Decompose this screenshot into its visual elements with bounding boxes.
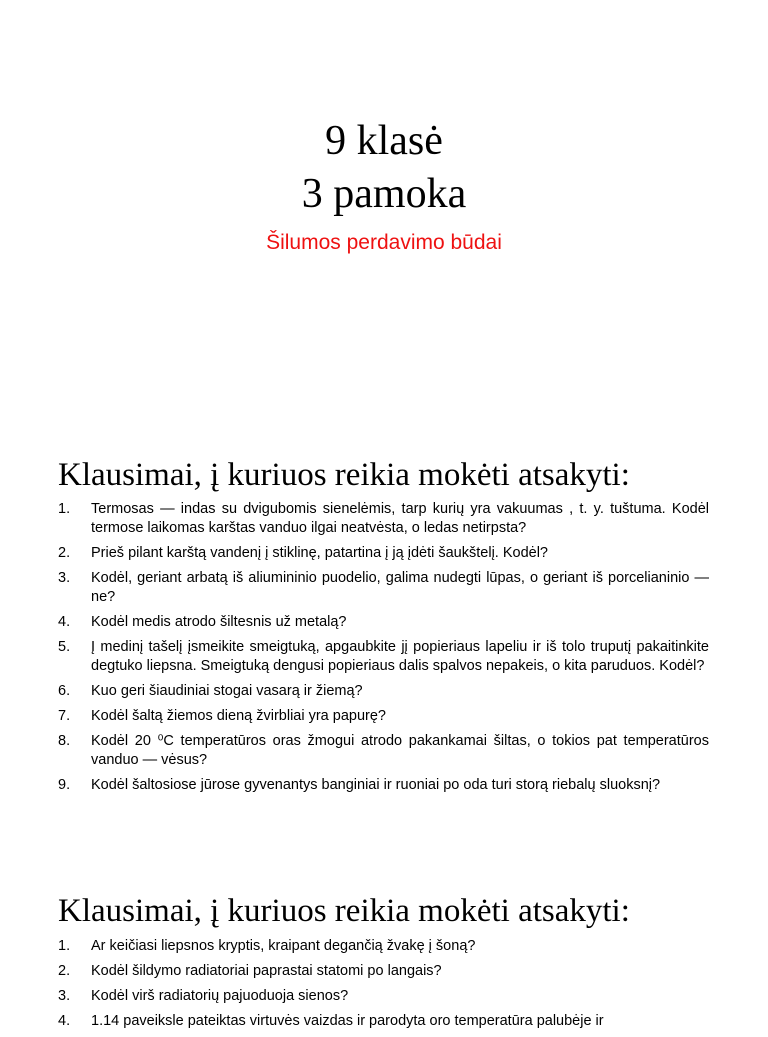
- questions-list: [58, 937, 709, 1037]
- question-text: Kodėl, geriant arbatą iš aliumininio puodelio, galima nudegti lūpas, o geriant iš porcelianinio — ne?: [91, 570, 709, 605]
- question-text: Kodėl 20 ⁰C temperatūros oras žmogui atrodo pakankamai šiltas, o tokios pat temperatūros vanduo — vėsus?: [91, 733, 709, 768]
- question-number: 1.: [58, 938, 71, 954]
- question-number: 1.: [58, 501, 71, 517]
- question-number: 9.: [58, 777, 71, 793]
- question-number: 2.: [58, 963, 71, 979]
- question-item: [58, 569, 709, 607]
- question-text: Į medinį tašelį įsmeikite smeigtuką, apgaubkite jį popieriaus lapeliu ir iš tolo truputį pakaitinkite degtuko liepsna. Smeigtuką dengusi popieriaus dalis spalvos nepakeis, o kita paruduos. Kodėl?: [91, 639, 709, 674]
- questions-list: [58, 500, 709, 801]
- question-number: 3.: [58, 988, 71, 1004]
- question-text: Kuo geri šiaudiniai stogai vasarą ir žiemą?: [91, 683, 363, 699]
- questions-heading: Klausimai, į kuriuos reikia mokėti atsakyti:: [58, 457, 630, 493]
- question-text: Kodėl medis atrodo šiltesnis už metalą?: [91, 614, 347, 630]
- question-text: Kodėl virš radiatorių pajuoduoja sienos?: [91, 988, 349, 1004]
- title-lesson: 3 pamoka: [301, 171, 467, 217]
- question-number: 3.: [58, 570, 71, 586]
- question-item: [58, 1012, 709, 1031]
- question-text: Kodėl šildymo radiatoriai paprastai statomi po langais?: [91, 963, 442, 979]
- question-number: 4.: [58, 614, 71, 630]
- question-number: 5.: [58, 639, 71, 655]
- question-text: Kodėl šaltosiose jūrose gyvenantys banginiai ir ruoniai po oda turi storą riebalų sluoksnį?: [91, 777, 661, 793]
- question-item: [58, 500, 709, 538]
- question-number: 2.: [58, 545, 71, 561]
- question-item: [58, 732, 709, 770]
- question-item: [58, 613, 709, 632]
- question-number: 7.: [58, 708, 71, 724]
- title-slide: [0, 0, 768, 440]
- question-item: [58, 707, 709, 726]
- question-item: [58, 638, 709, 676]
- question-text: Termosas — indas su dvigubomis sienelėmis, tarp kurių yra vakuumas , t. y. tuštuma. Kodėl termose laikomas karštas vanduo ilgai neatvėsta, o ledas netirpsta?: [91, 501, 709, 536]
- question-item: [58, 937, 709, 956]
- question-text: 1.14 paveiksle pateiktas virtuvės vaizdas ir parodyta oro temperatūra palubėje ir: [91, 1013, 604, 1029]
- question-item: [58, 682, 709, 701]
- question-item: [58, 544, 709, 563]
- question-number: 6.: [58, 683, 71, 699]
- question-item: [58, 962, 709, 981]
- question-text: Prieš pilant karštą vandenį į stiklinę, patartina į ją įdėti šaukštelį. Kodėl?: [91, 545, 548, 561]
- question-text: Kodėl šaltą žiemos dieną žvirbliai yra papurę?: [91, 708, 386, 724]
- question-number: 8.: [58, 733, 71, 749]
- question-text: Ar keičiasi liepsnos kryptis, kraipant degančią žvakę į šoną?: [91, 938, 476, 954]
- question-number: 4.: [58, 1013, 71, 1029]
- question-item: [58, 776, 709, 795]
- title-grade: 9 klasė: [325, 118, 443, 164]
- lesson-topic-subtitle: Šilumos perdavimo būdai: [266, 231, 502, 254]
- questions-heading: Klausimai, į kuriuos reikia mokėti atsakyti:: [58, 893, 630, 929]
- question-item: [58, 987, 709, 1006]
